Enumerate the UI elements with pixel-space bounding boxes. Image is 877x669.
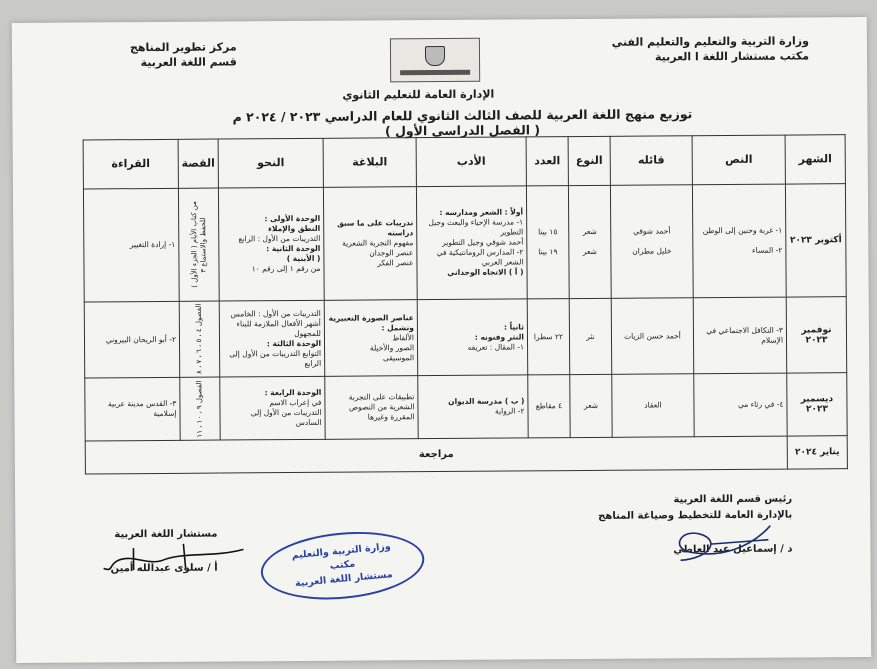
- literature-cell: [416, 186, 527, 300]
- grammar-item: من رقم ١ إلى رقم ١٠: [251, 263, 321, 274]
- reading-cell: ٣- القدس مدينة عربية إسلامية: [85, 377, 180, 441]
- literature-item: أولاً : الشعر ومدارسه :: [439, 207, 524, 218]
- reading-cell: ٢- أبو الريحان البيروني: [84, 301, 180, 378]
- author-item: أحمد شوقي: [633, 226, 671, 236]
- table-header-row: [83, 135, 845, 189]
- stamp-line: مكتب: [329, 558, 356, 572]
- literature-item: النثر وفنونه :: [474, 331, 525, 342]
- rhetoric-item: عناصر الصورة التعبيرية وتشمل :: [328, 312, 414, 332]
- grammar-item: في إعراب الاسم: [269, 397, 322, 408]
- rhetoric-item: عنصر الفكر: [377, 258, 414, 268]
- header-count: العدد: [526, 137, 568, 186]
- grammar-item: الوحدة الأولى :: [264, 213, 321, 224]
- advisor-handwritten-signature-icon: [93, 537, 253, 578]
- grammar-item: الوحدة الثانية :: [266, 243, 321, 254]
- count-item: ١٩ بيتا: [538, 247, 558, 257]
- grammar-item: الوحدة الرابعة :: [264, 387, 322, 398]
- stamp-line: وزارة التربية والتعليم: [291, 541, 392, 562]
- literature-item: ١- المقال : تعريفه: [467, 341, 525, 352]
- literature-item: ٢- الرواية: [495, 406, 525, 416]
- center-header: [130, 39, 237, 70]
- advisor-name: أ / سلوى عبدالله أمين: [110, 562, 218, 575]
- title-line: توزيع منهج اللغة العربية للصف الثالث الثانوي للعام الدراسي ٢٠٢٣ / ٢٠٢٤ م: [232, 106, 693, 125]
- header-month: الشهر: [785, 135, 845, 184]
- story-text: الفصول ٤ ، ٥ ، ٦ ، ٧ ، ٨: [194, 303, 204, 375]
- rhetoric-cell: [324, 300, 418, 377]
- rhetoric-item: عنصر الوجدان: [369, 248, 414, 258]
- header-reading: القراءة: [83, 139, 178, 189]
- reading-cell: ١- إرادة التغيير: [83, 188, 179, 302]
- center-name: مركز تطوير المناهج: [129, 40, 237, 55]
- grammar-item: الوحدة الثالثة :: [266, 338, 322, 348]
- month-cell: أكتوبر ٢٠٢٣: [785, 184, 846, 297]
- literature-cell: [417, 299, 528, 376]
- header-story: القصة: [178, 139, 218, 188]
- grammar-item: النطق والإملاء: [268, 223, 321, 234]
- ministry-name: وزارة التربية والتعليم والتعليم الفني: [611, 34, 809, 49]
- rhetoric-cell: تطبيقات على التجربة الشعرية من النصوص المقررة وغيرها: [325, 376, 418, 440]
- rhetoric-item: مفهوم التجربة الشعرية: [342, 238, 414, 248]
- grammar-item: التوابع التدريبات من الأول إلى الرابع: [229, 348, 322, 368]
- literature-item: ١- مدرسة الإحياء والبعث وجيل التطوير: [428, 217, 524, 237]
- eagle-icon: [425, 45, 445, 65]
- text-item: ٢- المساء: [752, 245, 783, 255]
- rhetoric-item: الصور والأخيلة: [369, 342, 415, 352]
- head-title: رئيس قسم اللغة العربية: [673, 493, 793, 506]
- grammar-item: التدريبات من الأول : الرابع: [238, 233, 321, 244]
- month-cell: يناير ٢٠٢٤: [787, 436, 847, 469]
- author-cell: أحمد حسن الزيات: [611, 298, 694, 375]
- count-item: ١٥ بيتا: [538, 227, 558, 237]
- literature-item: ثانياً :: [503, 321, 524, 332]
- emblem-caption-bar: [400, 69, 470, 74]
- rhetoric-item: الموسيقى: [382, 352, 415, 362]
- text-cell: ٤- في رثاء مي: [694, 373, 787, 437]
- grammar-cell: [220, 376, 325, 440]
- stamp-line: مستشار اللغة العربية: [294, 569, 394, 590]
- semester-line: ( الفصل الدراسي الأول ): [384, 122, 541, 139]
- literature-cell: [418, 375, 528, 439]
- head-directorate: بالإدارة العامة للتخطيط وصياغة المناهج: [598, 509, 793, 522]
- grammar-item: ( الأبنية ): [286, 253, 321, 264]
- table-row: [84, 297, 847, 378]
- story-text: من كتاب الأيام ( الجزء الأول ) للحفظ والاستماع ٣: [189, 201, 208, 289]
- count-cell: [526, 186, 569, 299]
- header-rhetoric: البلاغة: [323, 138, 416, 188]
- table-row: [83, 184, 846, 302]
- text-cell: ٣- التكافل الاجتماعي في الإسلام: [693, 297, 787, 374]
- head-name: د / إسماعيل عبد العاطي: [673, 543, 793, 556]
- review-cell: مراجعة: [85, 436, 787, 474]
- table-row: [85, 436, 847, 474]
- header-type: النوع: [568, 136, 610, 185]
- count-cell: ٢٢ سطرا: [527, 299, 570, 375]
- department-name: قسم اللغة العربية: [140, 55, 237, 70]
- grammar-item: التدريبات من الأول : الخامس: [230, 308, 321, 318]
- head-handwritten-signature-icon: [650, 518, 780, 565]
- grammar-cell: [218, 187, 324, 301]
- author-item: خليل مطران: [632, 246, 672, 256]
- advisor-title: مستشار اللغة العربية: [114, 528, 218, 541]
- rhetoric-item: الألفاظ: [392, 332, 415, 342]
- directorate-subtitle: الإدارة العامة للتعليم الثانوي: [342, 87, 495, 102]
- type-cell: [568, 185, 611, 298]
- ministry-emblem: [390, 38, 480, 83]
- text-cell: [692, 184, 786, 298]
- curriculum-table: [83, 134, 848, 474]
- literature-item: أحمد شوقي وجيل التطوير: [442, 237, 524, 247]
- author-cell: [610, 185, 693, 299]
- header-grammar: النحو: [218, 138, 323, 188]
- month-cell: ديسمبر ٢٠٢٣: [787, 373, 847, 436]
- type-item: شعر: [582, 226, 597, 237]
- story-cell: [179, 301, 220, 377]
- story-cell: [178, 188, 219, 301]
- count-cell: ٤ مقاطع: [528, 375, 570, 438]
- literature-item: ٢- المدارس الرومانتيكية في الشعر العربي: [436, 247, 524, 267]
- ministry-header: [612, 33, 809, 64]
- header-literature: الأدب: [416, 137, 526, 187]
- grammar-item: التدريبات من الأول إلى السادس: [250, 407, 322, 428]
- text-item: ١- غربة وحنين إلى الوطن: [702, 225, 783, 236]
- grammar-item: أشهر الأفعال الملازمة للبناء للمجهول: [236, 318, 321, 338]
- grammar-cell: [219, 300, 325, 377]
- type-cell: نثر: [569, 298, 612, 374]
- literature-item: ( أ ) الاتجاه الوجداني: [447, 267, 524, 277]
- type-cell: شعر: [570, 374, 612, 437]
- header-author: قائله: [610, 136, 692, 186]
- story-text: الفصول ٩ ، ١٠ ، ١١: [195, 380, 204, 438]
- document-page: [12, 17, 871, 663]
- rhetoric-item: تدريبات على ما سبق دراسته: [337, 218, 414, 238]
- type-item: شعر: [582, 246, 597, 257]
- table-row: [85, 373, 847, 441]
- rhetoric-cell: [323, 187, 417, 301]
- office-name: مكتب مستشار اللغة ا العربية: [654, 49, 810, 64]
- story-cell: [180, 377, 220, 440]
- header-text: النص: [692, 135, 785, 185]
- literature-item: ( ب ) مدرسة الديوان: [448, 396, 525, 406]
- month-cell: نوفمبر ٢٠٢٣: [786, 297, 847, 373]
- author-cell: العقاد: [612, 374, 694, 438]
- office-stamp: [258, 525, 427, 606]
